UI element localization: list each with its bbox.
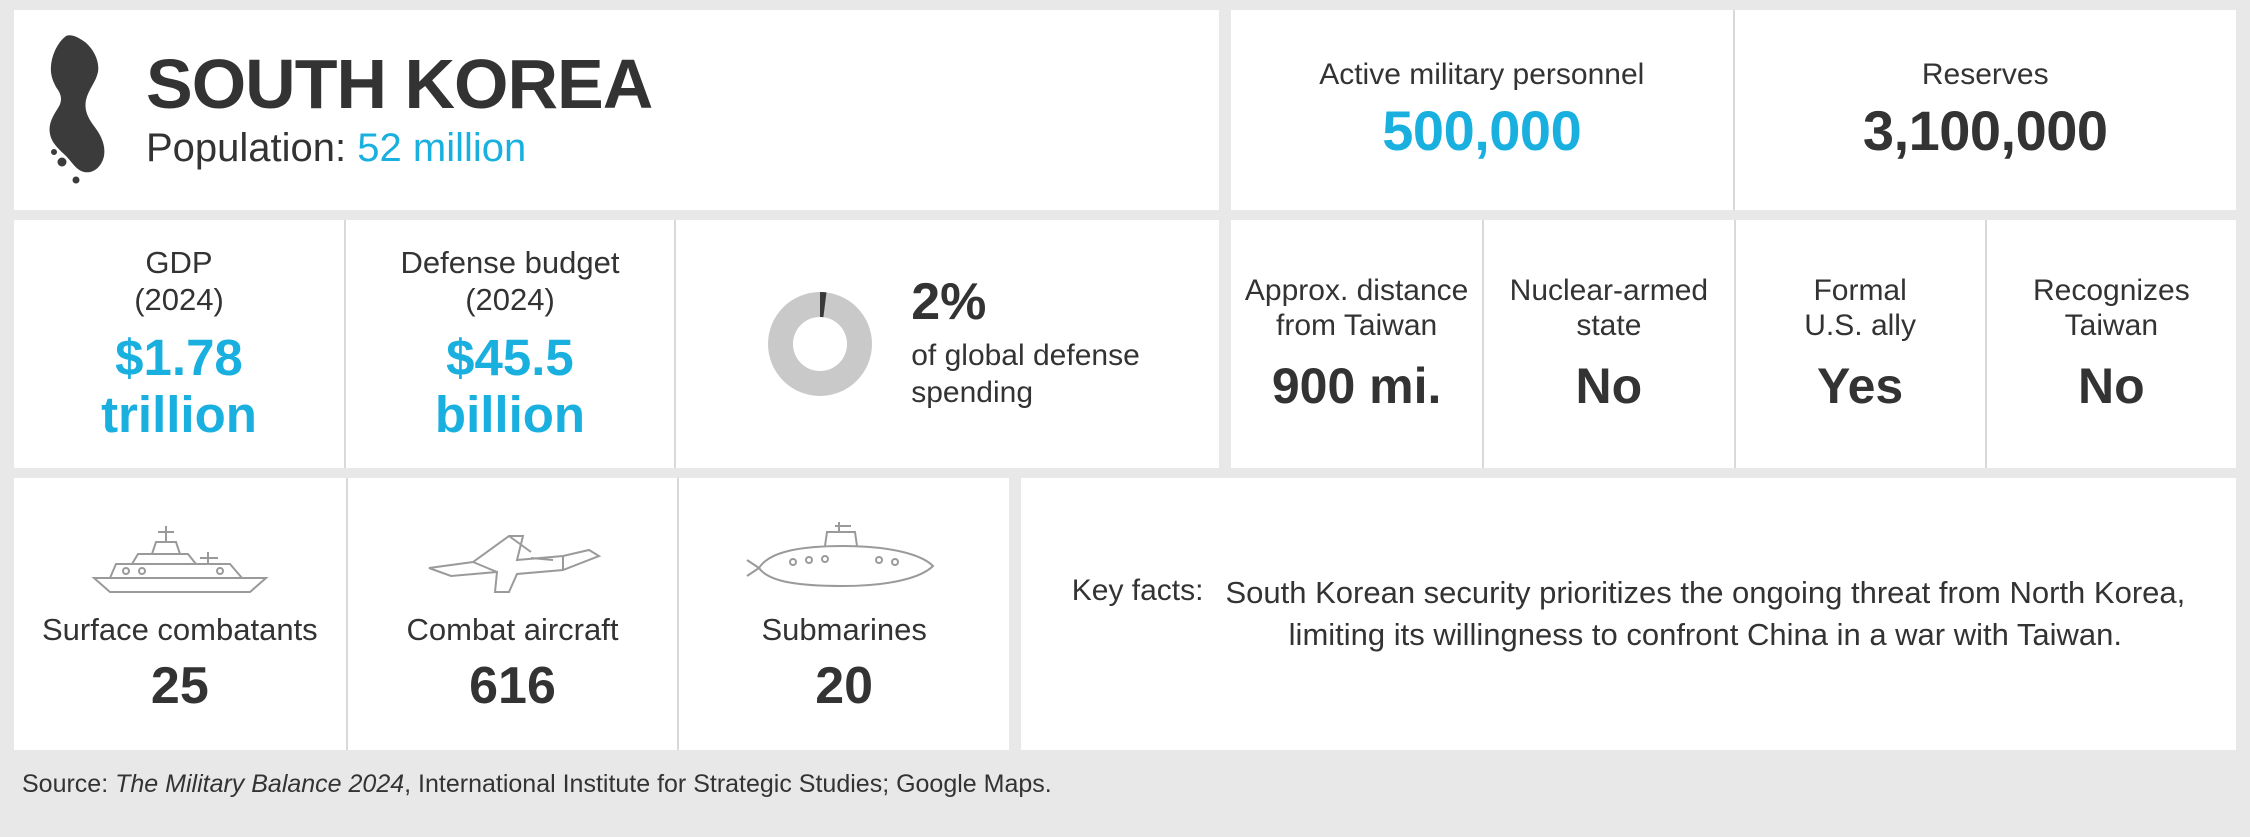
global-defense-share-chart (674, 220, 1219, 468)
submarine-icon (739, 512, 949, 602)
stat-label (401, 245, 620, 318)
fact-label-line1: Nuclear-armed (1509, 273, 1709, 307)
fact-value: No (1575, 358, 1643, 415)
row-economy-facts (14, 220, 2236, 468)
population-label: Population: (146, 126, 347, 171)
stat-value: 3,100,000 (1862, 99, 2108, 163)
donut-text-block (911, 273, 1140, 411)
fact-label-line1: Formal (1813, 273, 1907, 307)
fact-label-line2: from Taiwan (1276, 309, 1438, 342)
country-text-block (146, 44, 653, 171)
fact-formal-us-ally (1734, 220, 1985, 468)
stat-label (134, 245, 224, 318)
budget-label-line1: Defense budget (400, 245, 620, 281)
warship-icon (80, 512, 280, 602)
gdp-label-line1: GDP (145, 245, 213, 281)
key-facts-label: Key facts: (1071, 574, 1204, 608)
fighter-jet-icon (413, 512, 613, 602)
budget-value-line1: $45.5 (446, 329, 574, 387)
donut-caption-line2: spending (911, 376, 1034, 409)
stat-combat-aircraft (346, 478, 678, 750)
key-facts-line1: South Korean security prioritizes the ongoing threat from North Korea, (1225, 575, 2186, 611)
fact-label (1510, 273, 1708, 344)
key-facts-line2: limiting its willingness to confront China in a war with Taiwan. (1288, 617, 2123, 652)
fact-distance-from-taiwan (1231, 220, 1482, 468)
population-value: 52 million (357, 126, 527, 171)
budget-value-line2: billion (434, 385, 586, 443)
stat-gdp (14, 220, 344, 468)
gdp-value-line2: trillion (101, 385, 257, 443)
source-prefix: Source: (22, 770, 116, 798)
row-equipment-keyfacts (14, 478, 2236, 750)
key-facts-panel (1021, 478, 2236, 750)
fact-label (1804, 273, 1916, 344)
fact-label-line2: Taiwan (2064, 309, 2159, 342)
key-facts-text (1225, 572, 2185, 656)
fact-label-line2: U.S. ally (1804, 309, 1916, 342)
personnel-panel (1231, 10, 2236, 210)
population-line (146, 126, 652, 171)
equipment-panel (14, 478, 1009, 750)
stat-defense-budget (344, 220, 674, 468)
fact-value: Yes (1817, 358, 1904, 415)
fact-label (2033, 273, 2190, 344)
stat-value: 500,000 (1382, 99, 1582, 163)
equipment-value: 25 (150, 657, 209, 715)
donut-chart-icon (755, 279, 885, 409)
source-title: The Military Balance 2024 (115, 770, 405, 798)
equipment-value: 616 (469, 657, 556, 715)
equipment-label: Combat aircraft (406, 612, 619, 647)
donut-caption (911, 338, 1140, 411)
fact-nuclear-armed-state (1482, 220, 1733, 468)
economy-panel (14, 220, 1219, 468)
stat-label: Reserves (1921, 57, 2049, 91)
fact-value: No (2078, 358, 2145, 415)
stat-value (435, 330, 585, 442)
source-suffix: , International Institute for Strategic Studies; Google Maps. (404, 770, 1052, 798)
stat-submarines (677, 478, 1009, 750)
stat-reserves (1733, 10, 2237, 210)
row-header (14, 10, 2236, 210)
source-note (14, 760, 2236, 799)
fact-label (1245, 273, 1468, 344)
stat-active-military-personnel (1231, 10, 1733, 210)
country-title-panel (14, 10, 1219, 210)
stat-label: Active military personnel (1319, 57, 1645, 91)
key-facts-inner (1072, 572, 2186, 656)
gdp-value-line1: $1.78 (115, 329, 243, 387)
fact-value: 900 mi. (1271, 358, 1442, 415)
donut-percent: 2% (911, 273, 987, 332)
fact-label-line1: Recognizes (2032, 273, 2190, 307)
fact-recognizes-taiwan (1985, 220, 2236, 468)
equipment-value: 20 (815, 657, 874, 715)
equipment-label: Surface combatants (41, 612, 318, 647)
south-korea-map-icon (32, 30, 128, 190)
donut-caption-line1: of global defense (911, 339, 1140, 373)
budget-label-line2: (2024) (465, 281, 555, 317)
stat-value (101, 330, 257, 442)
page-title: SOUTH KOREA (146, 44, 653, 123)
fact-label-line2: state (1576, 309, 1642, 342)
stat-surface-combatants (14, 478, 346, 750)
equipment-label: Submarines (761, 612, 927, 647)
gdp-label-line2: (2024) (134, 281, 224, 317)
fact-label-line1: Approx. distance (1244, 273, 1469, 307)
facts-panel (1231, 220, 2236, 468)
